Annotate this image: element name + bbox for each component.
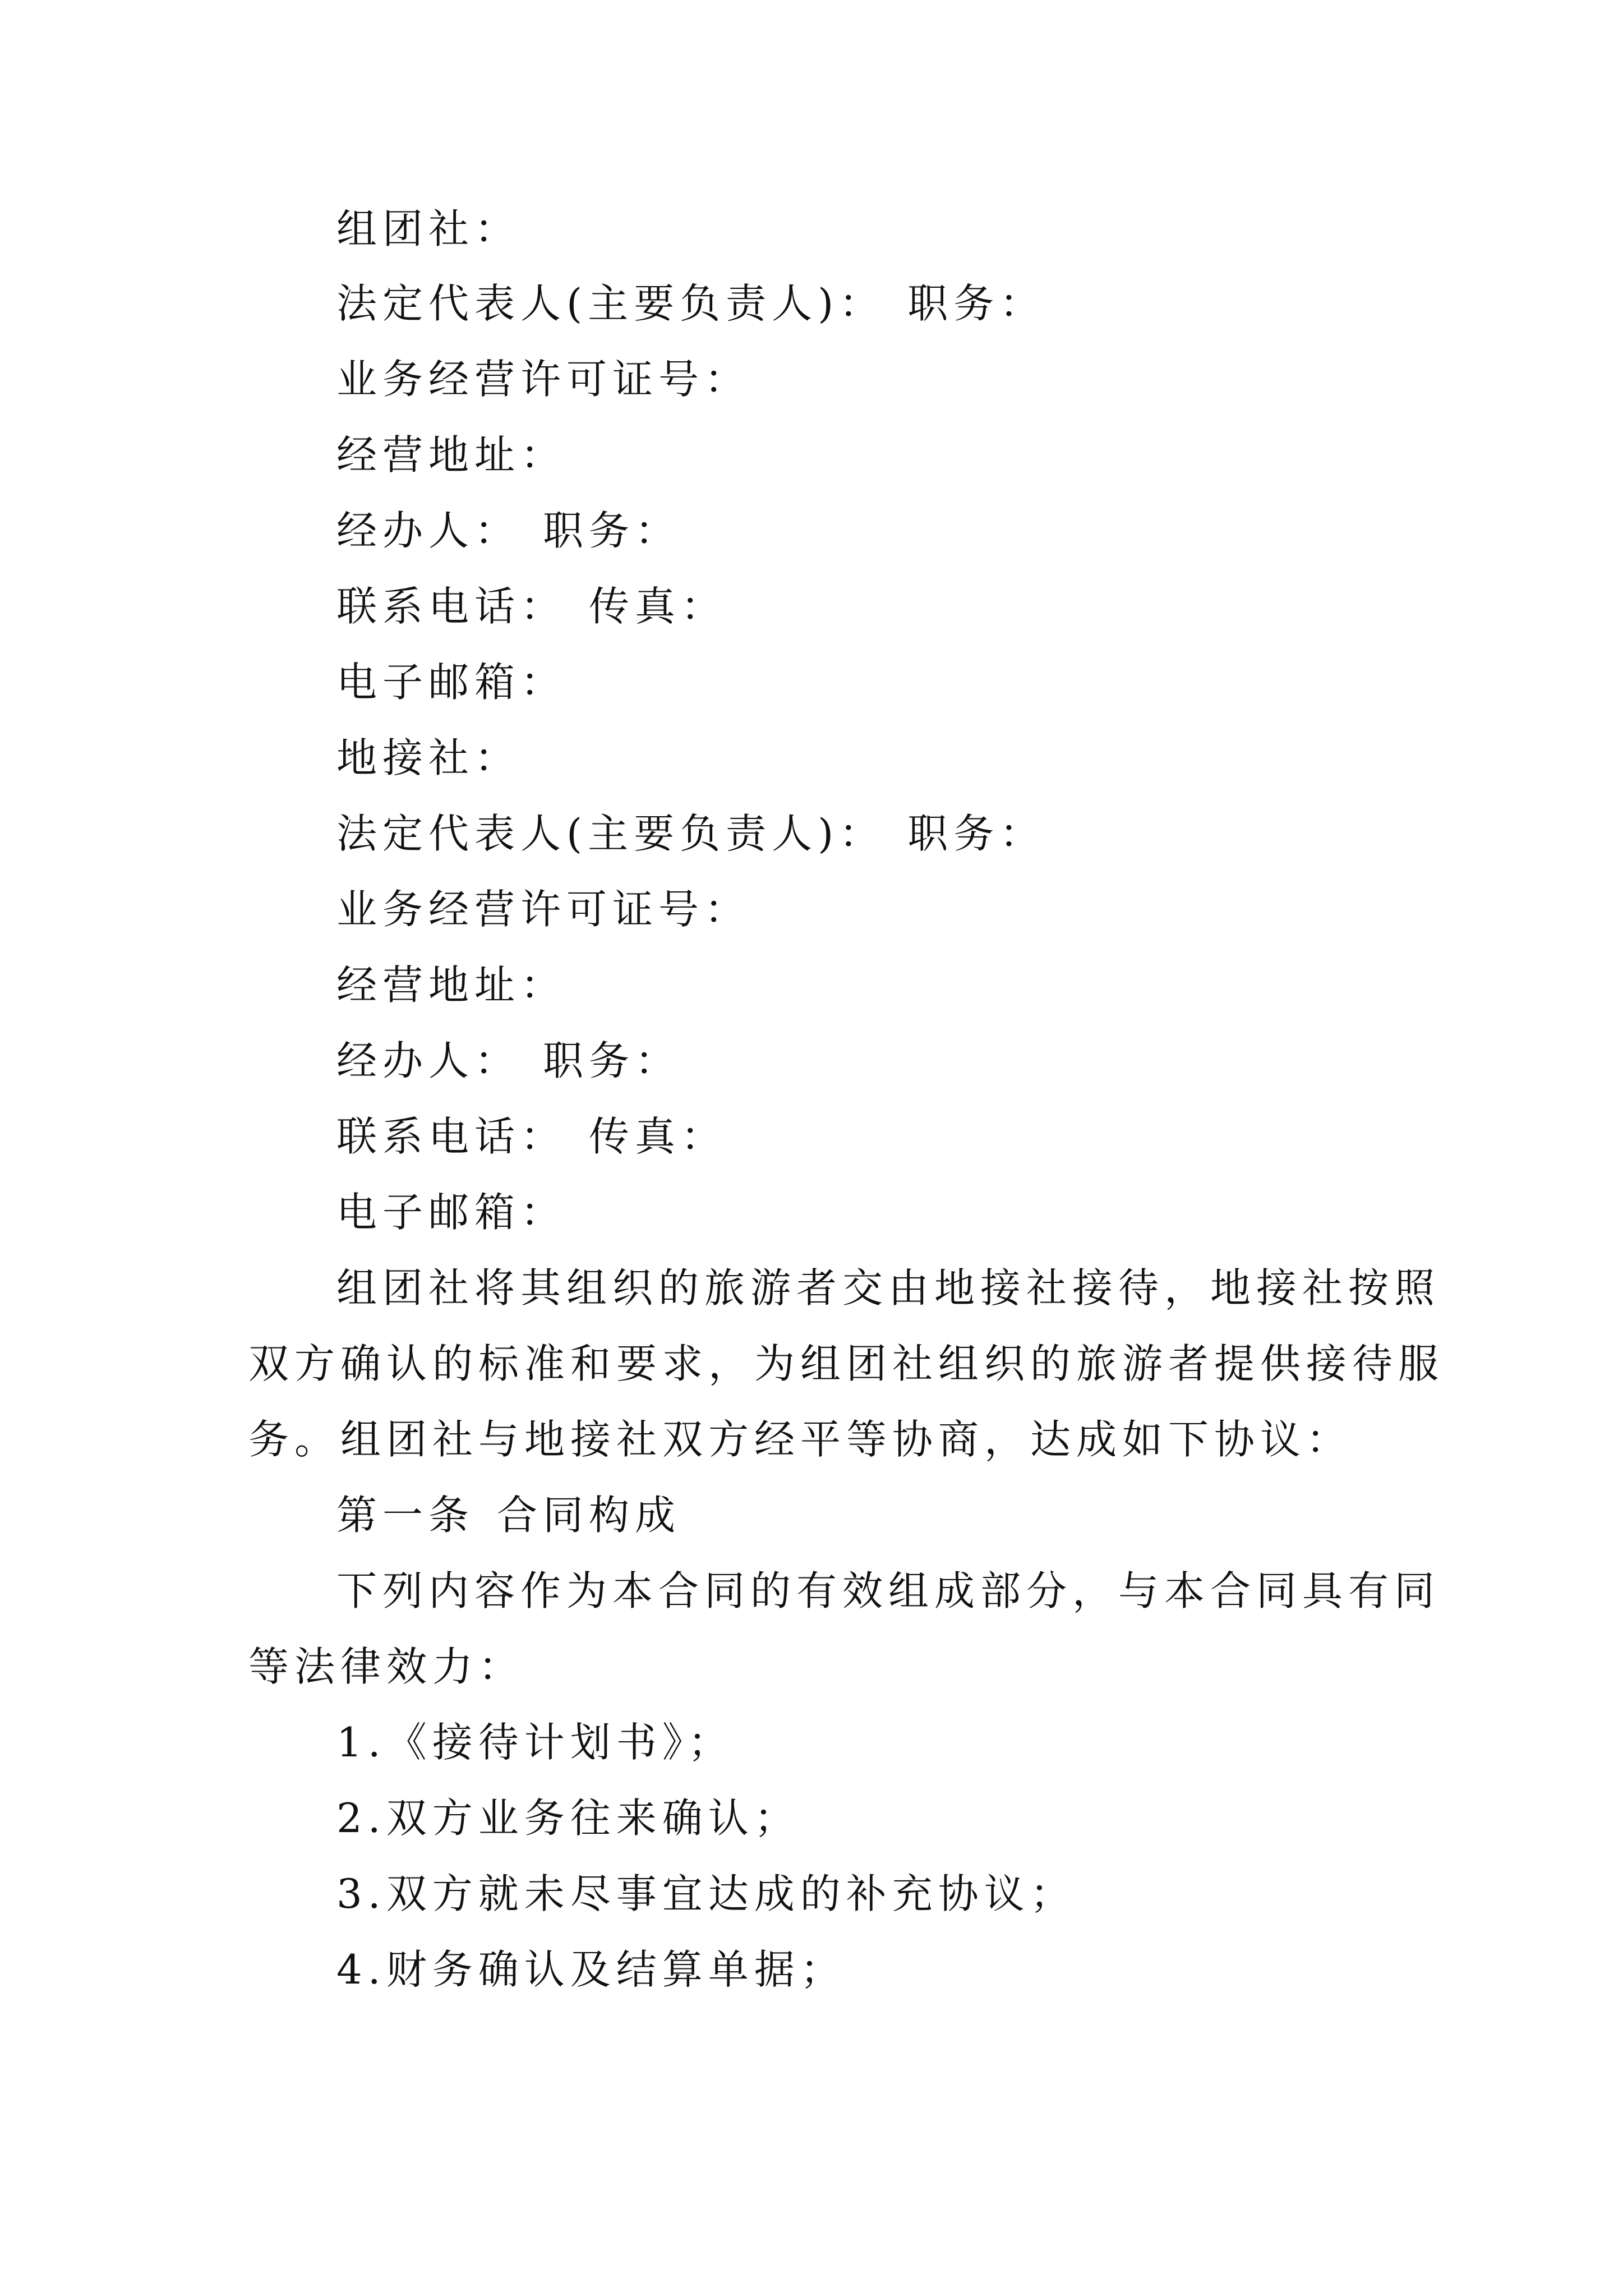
receiver-license-line xyxy=(336,886,751,933)
organizer-rep-label: 法定代表人(主要负责人)： xyxy=(336,280,886,327)
receiver-email-line xyxy=(336,1189,567,1236)
article-1-heading xyxy=(336,1492,681,1539)
receiver-rep-line xyxy=(336,810,1046,857)
article-1-item: 1.《接待计划书》； xyxy=(336,1719,734,1766)
organizer-email-label: 电子邮箱： xyxy=(336,659,567,706)
receiver-fax-label: 传真： xyxy=(589,1113,727,1160)
receiver-agent-line xyxy=(336,1037,681,1084)
organizer-phone-label: 联系电话： xyxy=(336,583,567,630)
organizer-phone-line xyxy=(336,583,727,630)
receiver-name-line xyxy=(336,734,521,781)
organizer-license-label: 业务经营许可证号： xyxy=(336,356,751,403)
receiver-rep-label: 法定代表人(主要负责人)： xyxy=(336,810,886,857)
receiver-email-label: 电子邮箱： xyxy=(336,1189,567,1236)
article-1-item: 4.财务确认及结算单据； xyxy=(336,1946,846,1993)
receiver-rep-title-label: 职务： xyxy=(907,810,1046,857)
intro-line-1: 组团社将其组织的旅游者交由地接社接待，地接社按照 xyxy=(336,1264,1441,1312)
organizer-address-line xyxy=(336,431,567,478)
receiver-agent-label: 经办人： xyxy=(336,1037,521,1084)
article-1-lead-line-2: 等法律效力： xyxy=(248,1643,525,1690)
article-1-item: 2.双方业务往来确认； xyxy=(336,1795,800,1842)
receiver-phone-label: 联系电话： xyxy=(336,1113,567,1160)
organizer-address-label: 经营地址： xyxy=(336,431,567,478)
receiver-agent-title-label: 职务： xyxy=(543,1037,681,1084)
organizer-name-line xyxy=(336,205,521,252)
article-1-item: 3.双方就未尽事宜达成的补充协议； xyxy=(336,1870,1076,1917)
intro-line-3: 务。组团社与地接社双方经平等协商，达成如下协议： xyxy=(248,1416,1353,1463)
organizer-agent-label: 经办人： xyxy=(336,507,521,554)
receiver-name-label: 地接社： xyxy=(336,734,521,781)
organizer-fax-label: 传真： xyxy=(589,583,727,630)
organizer-agent-line xyxy=(336,507,681,554)
organizer-email-line xyxy=(336,659,567,706)
organizer-agent-title-label: 职务： xyxy=(543,507,681,554)
organizer-license-line xyxy=(336,356,751,403)
receiver-address-label: 经营地址： xyxy=(336,961,567,1009)
article-1-lead-line-1: 下列内容作为本合同的有效组成部分，与本合同具有同 xyxy=(336,1567,1441,1614)
receiver-address-line xyxy=(336,961,567,1009)
organizer-name-label: 组团社： xyxy=(336,205,521,252)
receiver-license-label: 业务经营许可证号： xyxy=(336,886,751,933)
organizer-rep-title-label: 职务： xyxy=(907,280,1046,327)
organizer-rep-line xyxy=(336,280,1046,327)
article-1-number: 第一条 xyxy=(336,1492,475,1539)
receiver-phone-line xyxy=(336,1113,727,1160)
article-1-title: 合同构成 xyxy=(497,1492,681,1539)
intro-line-2: 双方确认的标准和要求，为组团社组织的旅游者提供接待服 xyxy=(248,1340,1445,1387)
